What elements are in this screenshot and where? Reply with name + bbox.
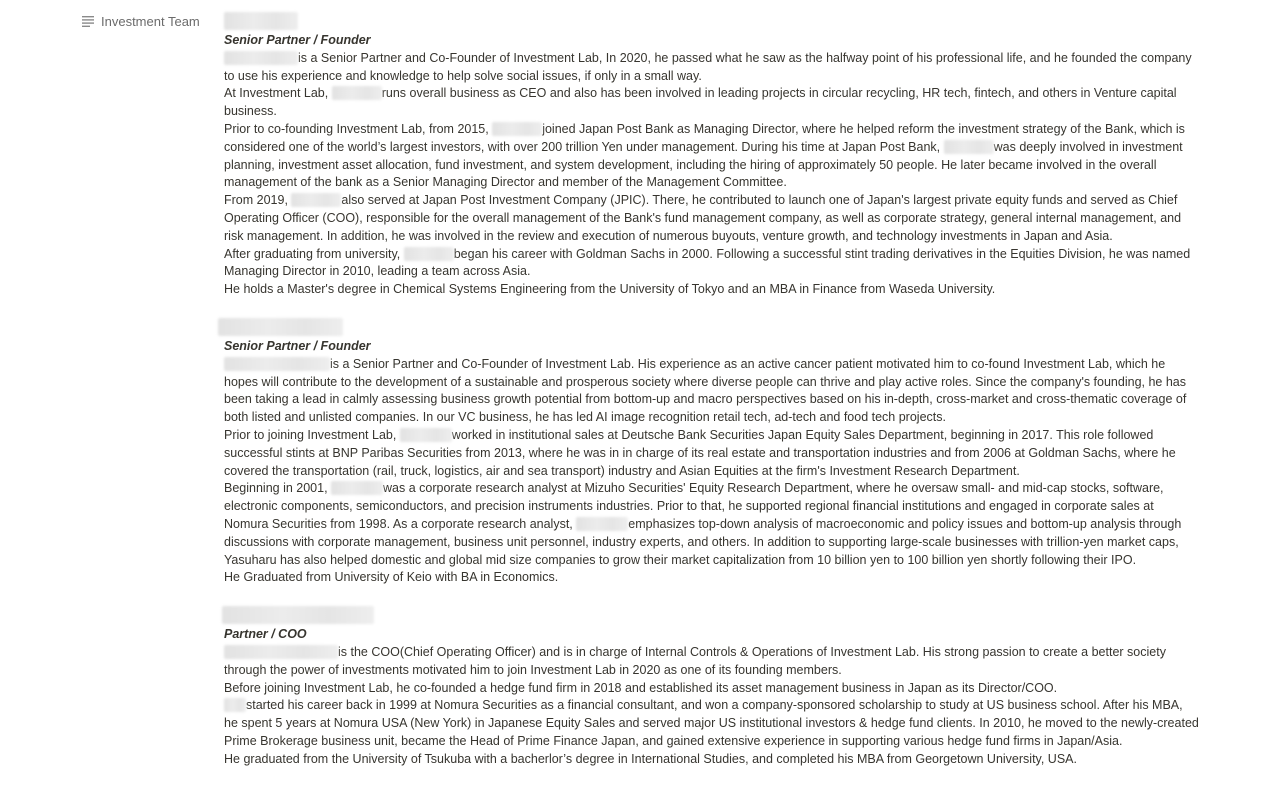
bio-paragraph: At Investment Lab, runs overall business as CEO and also has been involved in leading projects in circular recycling, HR tech, fintech, and others in Venture capital business. [224, 86, 1177, 119]
redacted-name [400, 428, 452, 442]
redacted-name [576, 517, 628, 531]
member-name [224, 318, 1199, 338]
sidebar-item-investment-team[interactable] [82, 14, 200, 29]
team-content [224, 12, 1199, 787]
bio-paragraph: He holds a Master's degree in Chemical Systems Engineering from the University of Tokyo and an MBA in Finance from Waseda University. [224, 282, 996, 297]
bio-paragraph: Prior to joining Investment Lab, worked in institutional sales at Deutsche Bank Securities Japan Equity Sales Department, beginning in 2017. This role followed successful stints at BNP Paribas Securities from 2013, where he was in in charge of its real estate and transportation industries and from 2006 at Goldman Sachs, where he covered the transportation (rail, truck, logistics, air and sea transport) industry and Asian Equities at the firm's Investment Research Department. [224, 427, 1176, 478]
bio-paragraph: Prior to co-founding Investment Lab, from 2015, joined Japan Post Bank as Managing Director, where he helped reform the investment strategy of the Bank, which is considered one of the world’s largest investors, with over 200 trillion Yen under management. During his time at Japan Post Bank, was deeply involved in investment planning, investment asset allocation, fund investment, and system development, including the hiring of approximately 50 people. He later became involved in the overall management of the bank as a Senior Managing Director and member of the Management Committee. [224, 121, 1185, 190]
bio-paragraph: started his career back in 1999 at Nomura Securities as a financial consultant, and won a company-sponsored scholarship to study at US business school. After his MBA, he spent 5 years at Nomura USA (New York) in Japanese Equity Sales and served major US institutional investors & hedge fund clients. In 2010, he moved to the newly-created Prime Brokerage business unit, became the Head of Prime Finance Japan, and gained extensive experience in supporting various hedge fund firms in Japan/Asia. [224, 698, 1199, 748]
redacted-name [291, 193, 341, 207]
bio-paragraph: Beginning in 2001, was a corporate research analyst at Mizuho Securities' Equity Research Department, where he oversaw small- and mid-cap stocks, software, electronic components, semiconductors, and precision instruments industries. Prior to that, he supported regional financial institutions and engaged in corporate sales at Nomura Securities from 1998. As a corporate research analyst, emphasizes top-down analysis of macroeconomic and policy issues and bottom-up analysis through discussions with corporate management, business unit personnel, industry experts, and others. In addition to supporting large-scale businesses with trillion-yen market caps, Yasuharu has also helped domestic and global mid size companies to grow their market capitalization from 10 billion yen to 100 billion yen shortly following their IPO. [224, 481, 1182, 567]
team-member-2 [224, 318, 1199, 587]
bio-paragraph: He Graduated from University of Keio with BA in Economics. [224, 570, 559, 585]
redacted-name [944, 140, 994, 154]
member-role: Partner / COO [224, 627, 307, 642]
redacted-name [492, 122, 542, 136]
team-member-1 [224, 12, 1199, 299]
redacted-name [224, 698, 246, 712]
redacted-name [331, 481, 383, 495]
bio-paragraph: Before joining Investment Lab, he co-founded a hedge fund firm in 2018 and established its asset management business in Japan as its Director/COO. [224, 680, 1058, 695]
redacted-name [224, 645, 338, 659]
bio-paragraph: After graduating from university, began his career with Goldman Sachs in 2000. Following a successful stint trading derivatives in the Equities Division, he was named Managing Director in 2010, leading a team across Asia. [224, 246, 1191, 279]
redacted-name [224, 51, 298, 65]
bio-paragraph: is a Senior Partner and Co-Founder of Investment Lab. His experience as an active cancer patient motivated him to co-found Investment Lab, which he hopes will contribute to the development of a sustainable and prosperous society where diverse people can thrive and play active roles. Since the company's founding, he has been taking a lead in calmly assessing business growth potential from bottom-up and macro perspectives based on his in-depth, cross-market and cross-thematic coverage of both listed and unlisted companies. In our VC business, he has led AI image recognition retail tech, ad-tech and food tech projects. [224, 356, 1187, 425]
bio-paragraph: is the COO(Chief Operating Officer) and is in charge of Internal Controls & Operations of Investment Lab. His strong passion to create a better society through the power of investments motivated him to join Investment Lab in 2020 as one of its founding members. [224, 644, 1166, 677]
bio-paragraph: He graduated from the University of Tsukuba with a bacherlor’s degree in International Studies, and completed his MBA from Georgetown University, USA. [224, 751, 1077, 766]
member-role: Senior Partner / Founder [224, 33, 371, 47]
redacted-name [404, 247, 454, 261]
redacted-name [218, 318, 343, 336]
member-role: Senior Partner / Founder [224, 338, 371, 353]
bio-paragraph: From 2019, also served at Japan Post Investment Company (JPIC). There, he contributed to launch one of Japan's largest private equity funds and served as Chief Operating Officer (COO), responsible for the overall management of the Bank's fund management company, as well as corporate strategy, general internal management, and risk management. In addition, he was involved in the review and execution of numerous buyouts, venture growth, and technology investments in Japan and Asia. [224, 193, 1182, 243]
sidebar-item-label: Investment Team [101, 14, 200, 29]
redacted-name [224, 357, 330, 371]
list-icon [82, 16, 95, 27]
redacted-name [332, 86, 382, 100]
member-name [224, 606, 1199, 626]
member-name [224, 12, 1199, 32]
bio-paragraph: is a Senior Partner and Co-Founder of Investment Lab, In 2020, he passed what he saw as the halfway point of his professional life, and he founded the company to use his experience and knowledge to help solve social issues, if only in a small way. [224, 50, 1192, 83]
team-member-3 [224, 606, 1199, 768]
redacted-name [222, 606, 374, 624]
redacted-name [224, 12, 298, 30]
